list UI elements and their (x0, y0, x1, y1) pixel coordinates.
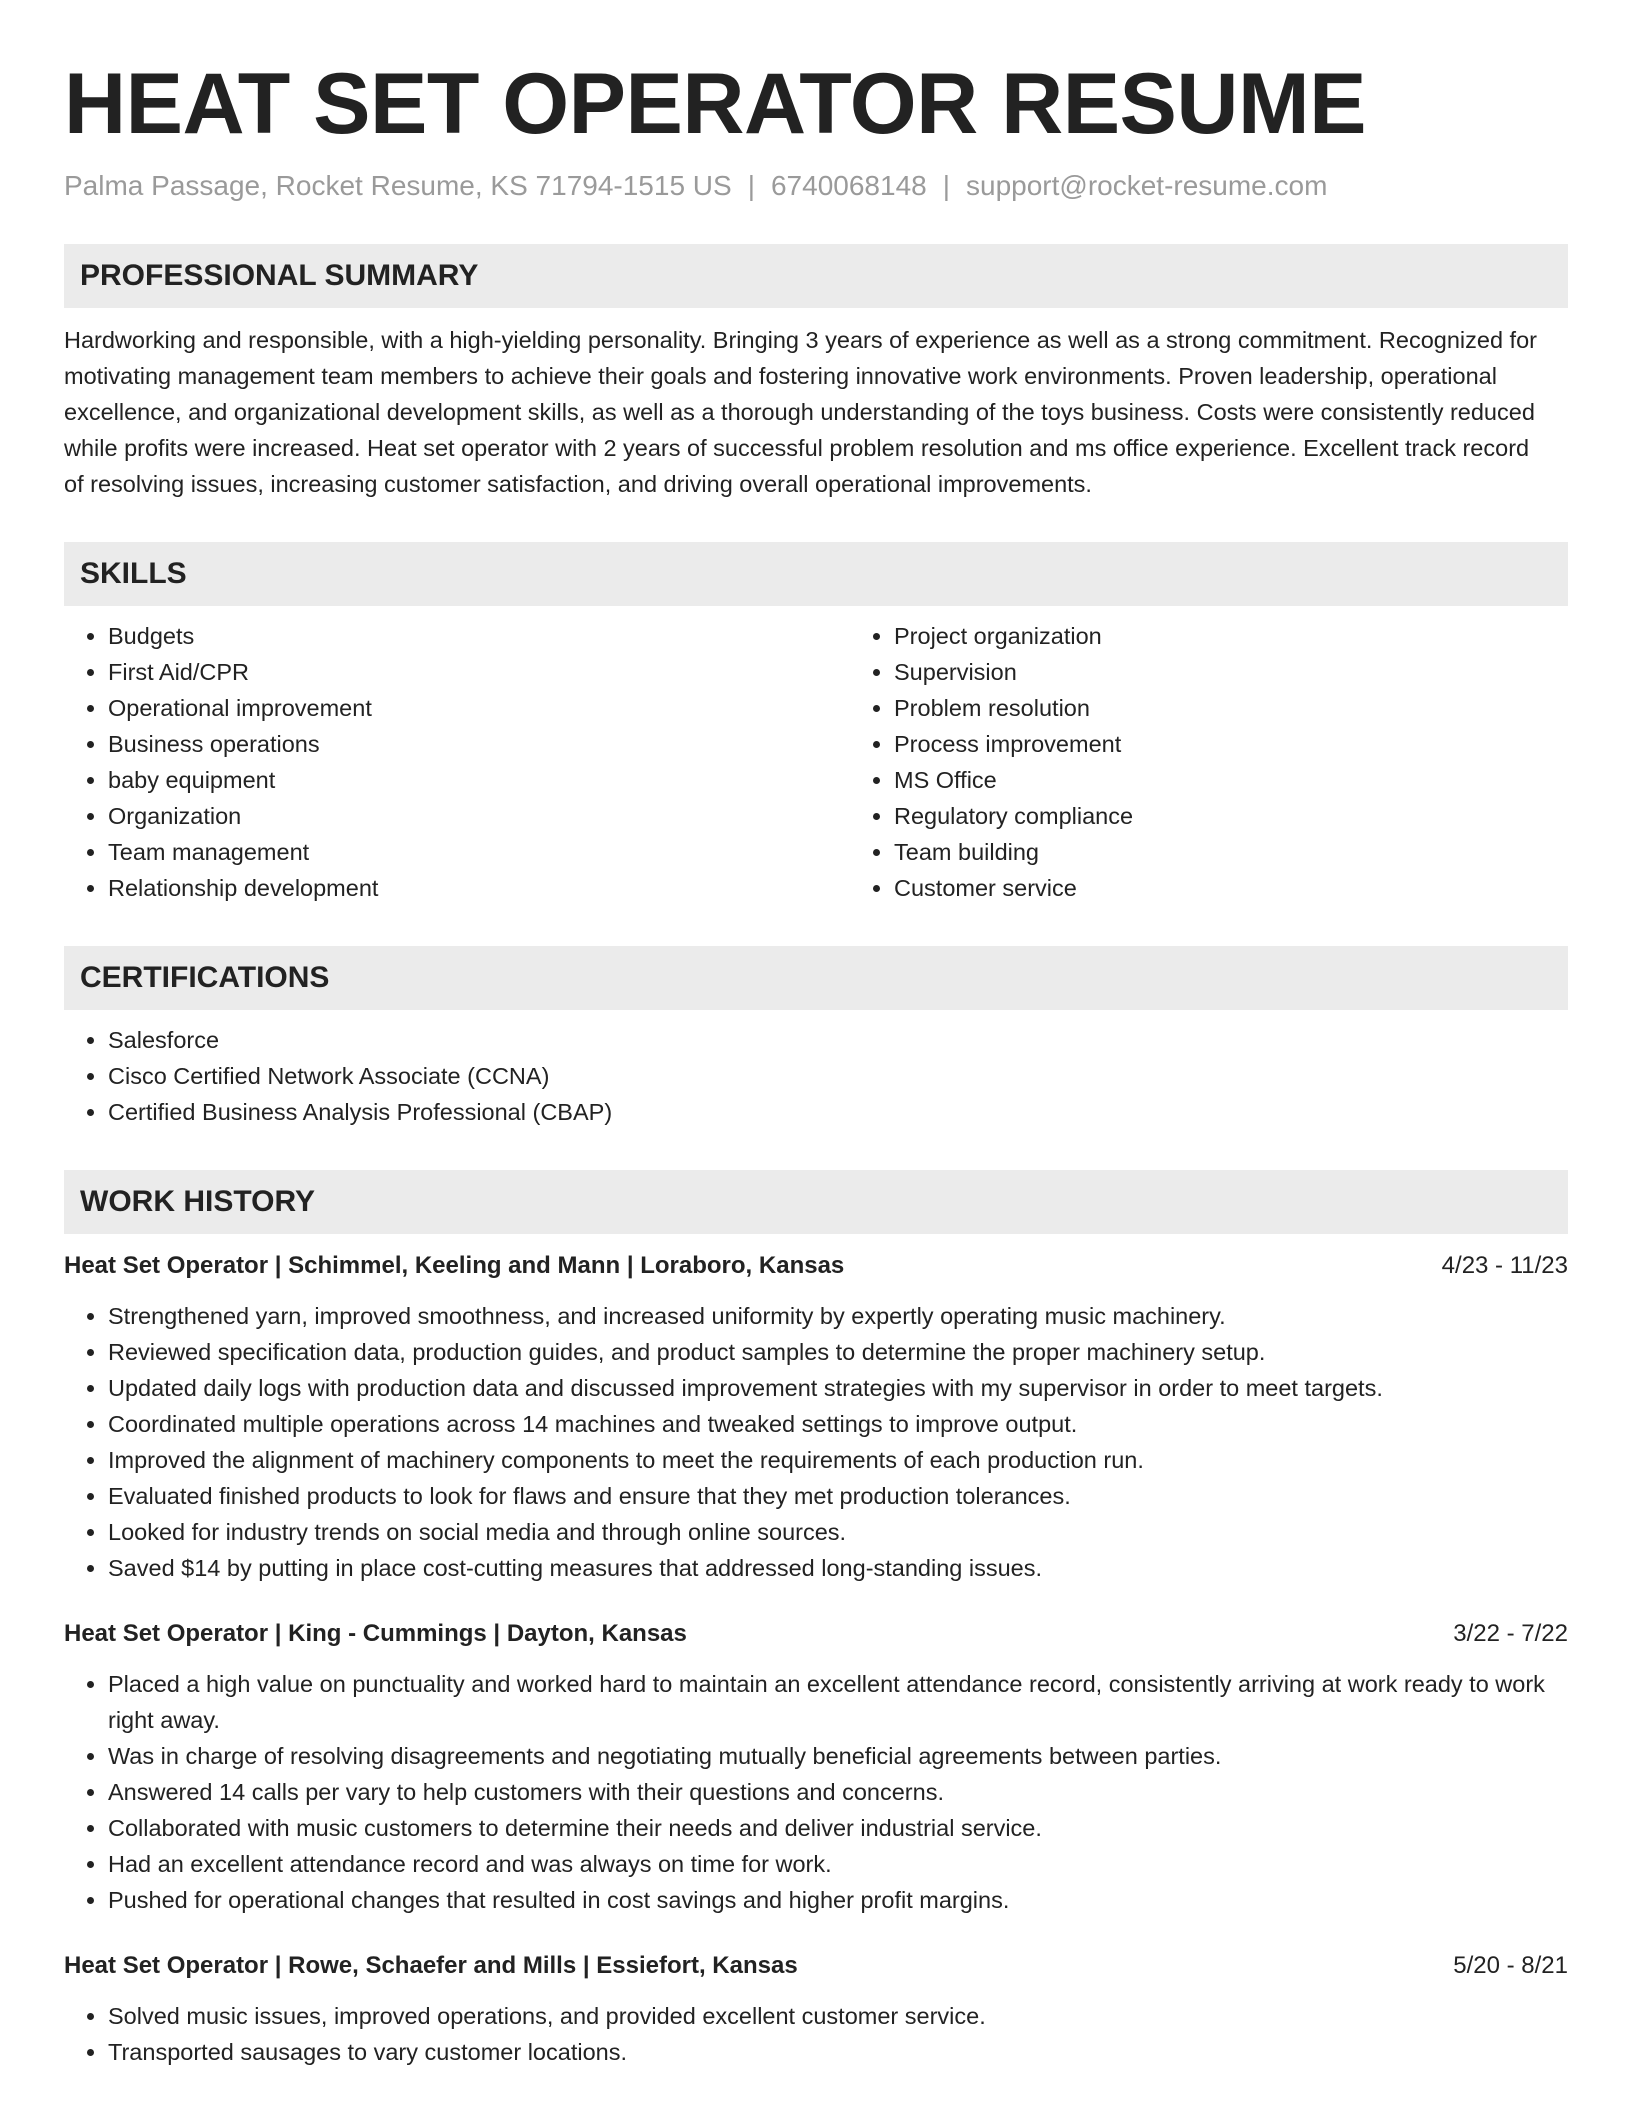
skill-item: • MS Office (894, 762, 1133, 798)
job-bullet: • Evaluated finished products to look for flaws and ensure that they met production tolerances. (108, 1478, 1568, 1514)
skill-item: • baby equipment (108, 762, 850, 798)
job-title: Heat Set Operator | Schimmel, Keeling and Mann | Loraboro, Kansas (64, 1252, 845, 1279)
job-bullet: • Coordinated multiple operations across 14 machines and tweaked settings to improve output. (108, 1406, 1568, 1442)
skill-item: • Operational improvement (108, 690, 850, 726)
skill-item: • Team management (108, 834, 850, 870)
certifications-list (64, 1022, 1568, 1130)
section-header-summary: PROFESSIONAL SUMMARY (64, 244, 1568, 308)
job-bullets (64, 1298, 1568, 1586)
job-header (64, 1948, 1568, 1984)
skill-item: • Relationship development (108, 870, 850, 906)
section-header-certifications: CERTIFICATIONS (64, 946, 1568, 1010)
certification-item: • Salesforce (108, 1022, 1568, 1058)
job-bullet: • Collaborated with music customers to determine their needs and deliver industrial service. (108, 1810, 1568, 1846)
job-bullet: • Reviewed specification data, production guides, and product samples to determine the proper machinery setup. (108, 1334, 1568, 1370)
job-title: Heat Set Operator | King - Cummings | Dayton, Kansas (64, 1620, 687, 1647)
skills-list-right (850, 618, 1133, 906)
section-header-skills: SKILLS (64, 542, 1568, 606)
summary-text: Hardworking and responsible, with a high-yielding personality. Bringing 3 years of experience as well as a strong commitment. Recognized for motivating management team members to achieve their goals and fostering innovative work environments. Proven leadership, operational excellence, and organizational development skills, as well as a thorough understanding of the toys business. Costs were consistently reduced while profits were increased. Heat set operator with 2 years of successful problem resolution and ms office experience. Excellent track record of resolving issues, increasing customer satisfaction, and driving overall operational improvements. (64, 327, 1537, 497)
section-header-work-history: WORK HISTORY (64, 1170, 1568, 1234)
contact-address: Palma Passage, Rocket Resume, KS 71794-1515 US (64, 170, 732, 201)
job-bullets (64, 1666, 1568, 1918)
skill-item: • Business operations (108, 726, 850, 762)
skill-item: • Supervision (894, 654, 1133, 690)
job-dates: 3/22 - 7/22 (1453, 1620, 1568, 1647)
certification-item: • Cisco Certified Network Associate (CCNA) (108, 1058, 1568, 1094)
job-dates: 5/20 - 8/21 (1453, 1952, 1568, 1979)
job-bullet: • Had an excellent attendance record and was always on time for work. (108, 1846, 1568, 1882)
job-bullet: • Answered 14 calls per vary to help customers with their questions and concerns. (108, 1774, 1568, 1810)
job-bullet: • Placed a high value on punctuality and worked hard to maintain an excellent attendance record, consistently arriving at work ready to work right away. (108, 1666, 1568, 1738)
job-bullet: • Looked for industry trends on social media and through online sources. (108, 1514, 1568, 1550)
contact-separator: | (942, 170, 950, 201)
skill-item: • Team building (894, 834, 1133, 870)
skill-item: • Budgets (108, 618, 850, 654)
certification-item: • Certified Business Analysis Professional (CBAP) (108, 1094, 1568, 1130)
contact-email[interactable]: support@rocket-resume.com (966, 170, 1328, 201)
job-header (64, 1616, 1568, 1652)
skill-item: • Project organization (894, 618, 1133, 654)
job-bullet: • Pushed for operational changes that resulted in cost savings and higher profit margins. (108, 1882, 1568, 1918)
skill-item: • First Aid/CPR (108, 654, 850, 690)
job-entry (64, 1948, 1568, 2070)
skills-grid (64, 618, 1568, 906)
job-entry (64, 1616, 1568, 1918)
job-bullet: • Was in charge of resolving disagreements and negotiating mutually beneficial agreements between parties. (108, 1738, 1568, 1774)
job-bullet: • Solved music issues, improved operations, and provided excellent customer service. (108, 1998, 1568, 2034)
job-dates: 4/23 - 11/23 (1441, 1252, 1568, 1279)
skills-list-left (64, 618, 850, 906)
skill-item: • Organization (108, 798, 850, 834)
skill-item: • Process improvement (894, 726, 1133, 762)
resume-title: HEAT SET OPERATOR RESUME (64, 56, 1367, 152)
contact-phone: 6740068148 (770, 170, 927, 201)
skill-item: • Customer service (894, 870, 1133, 906)
job-bullet: • Saved $14 by putting in place cost-cutting measures that addressed long-standing issues. (108, 1550, 1568, 1586)
contact-separator: | (747, 170, 755, 201)
job-entry (64, 1248, 1568, 1586)
job-bullet: • Strengthened yarn, improved smoothness, and increased uniformity by expertly operating music machinery. (108, 1298, 1568, 1334)
contact-line (64, 168, 1568, 204)
job-title: Heat Set Operator | Rowe, Schaefer and Mills | Essiefort, Kansas (64, 1952, 798, 1979)
skill-item: • Regulatory compliance (894, 798, 1133, 834)
job-bullet: • Transported sausages to vary customer locations. (108, 2034, 1568, 2070)
skill-item: • Problem resolution (894, 690, 1133, 726)
job-bullets (64, 1998, 1568, 2070)
job-bullet: • Improved the alignment of machinery components to meet the requirements of each production run. (108, 1442, 1568, 1478)
job-bullet: • Updated daily logs with production data and discussed improvement strategies with my supervisor in order to meet targets. (108, 1370, 1568, 1406)
job-header (64, 1248, 1568, 1284)
